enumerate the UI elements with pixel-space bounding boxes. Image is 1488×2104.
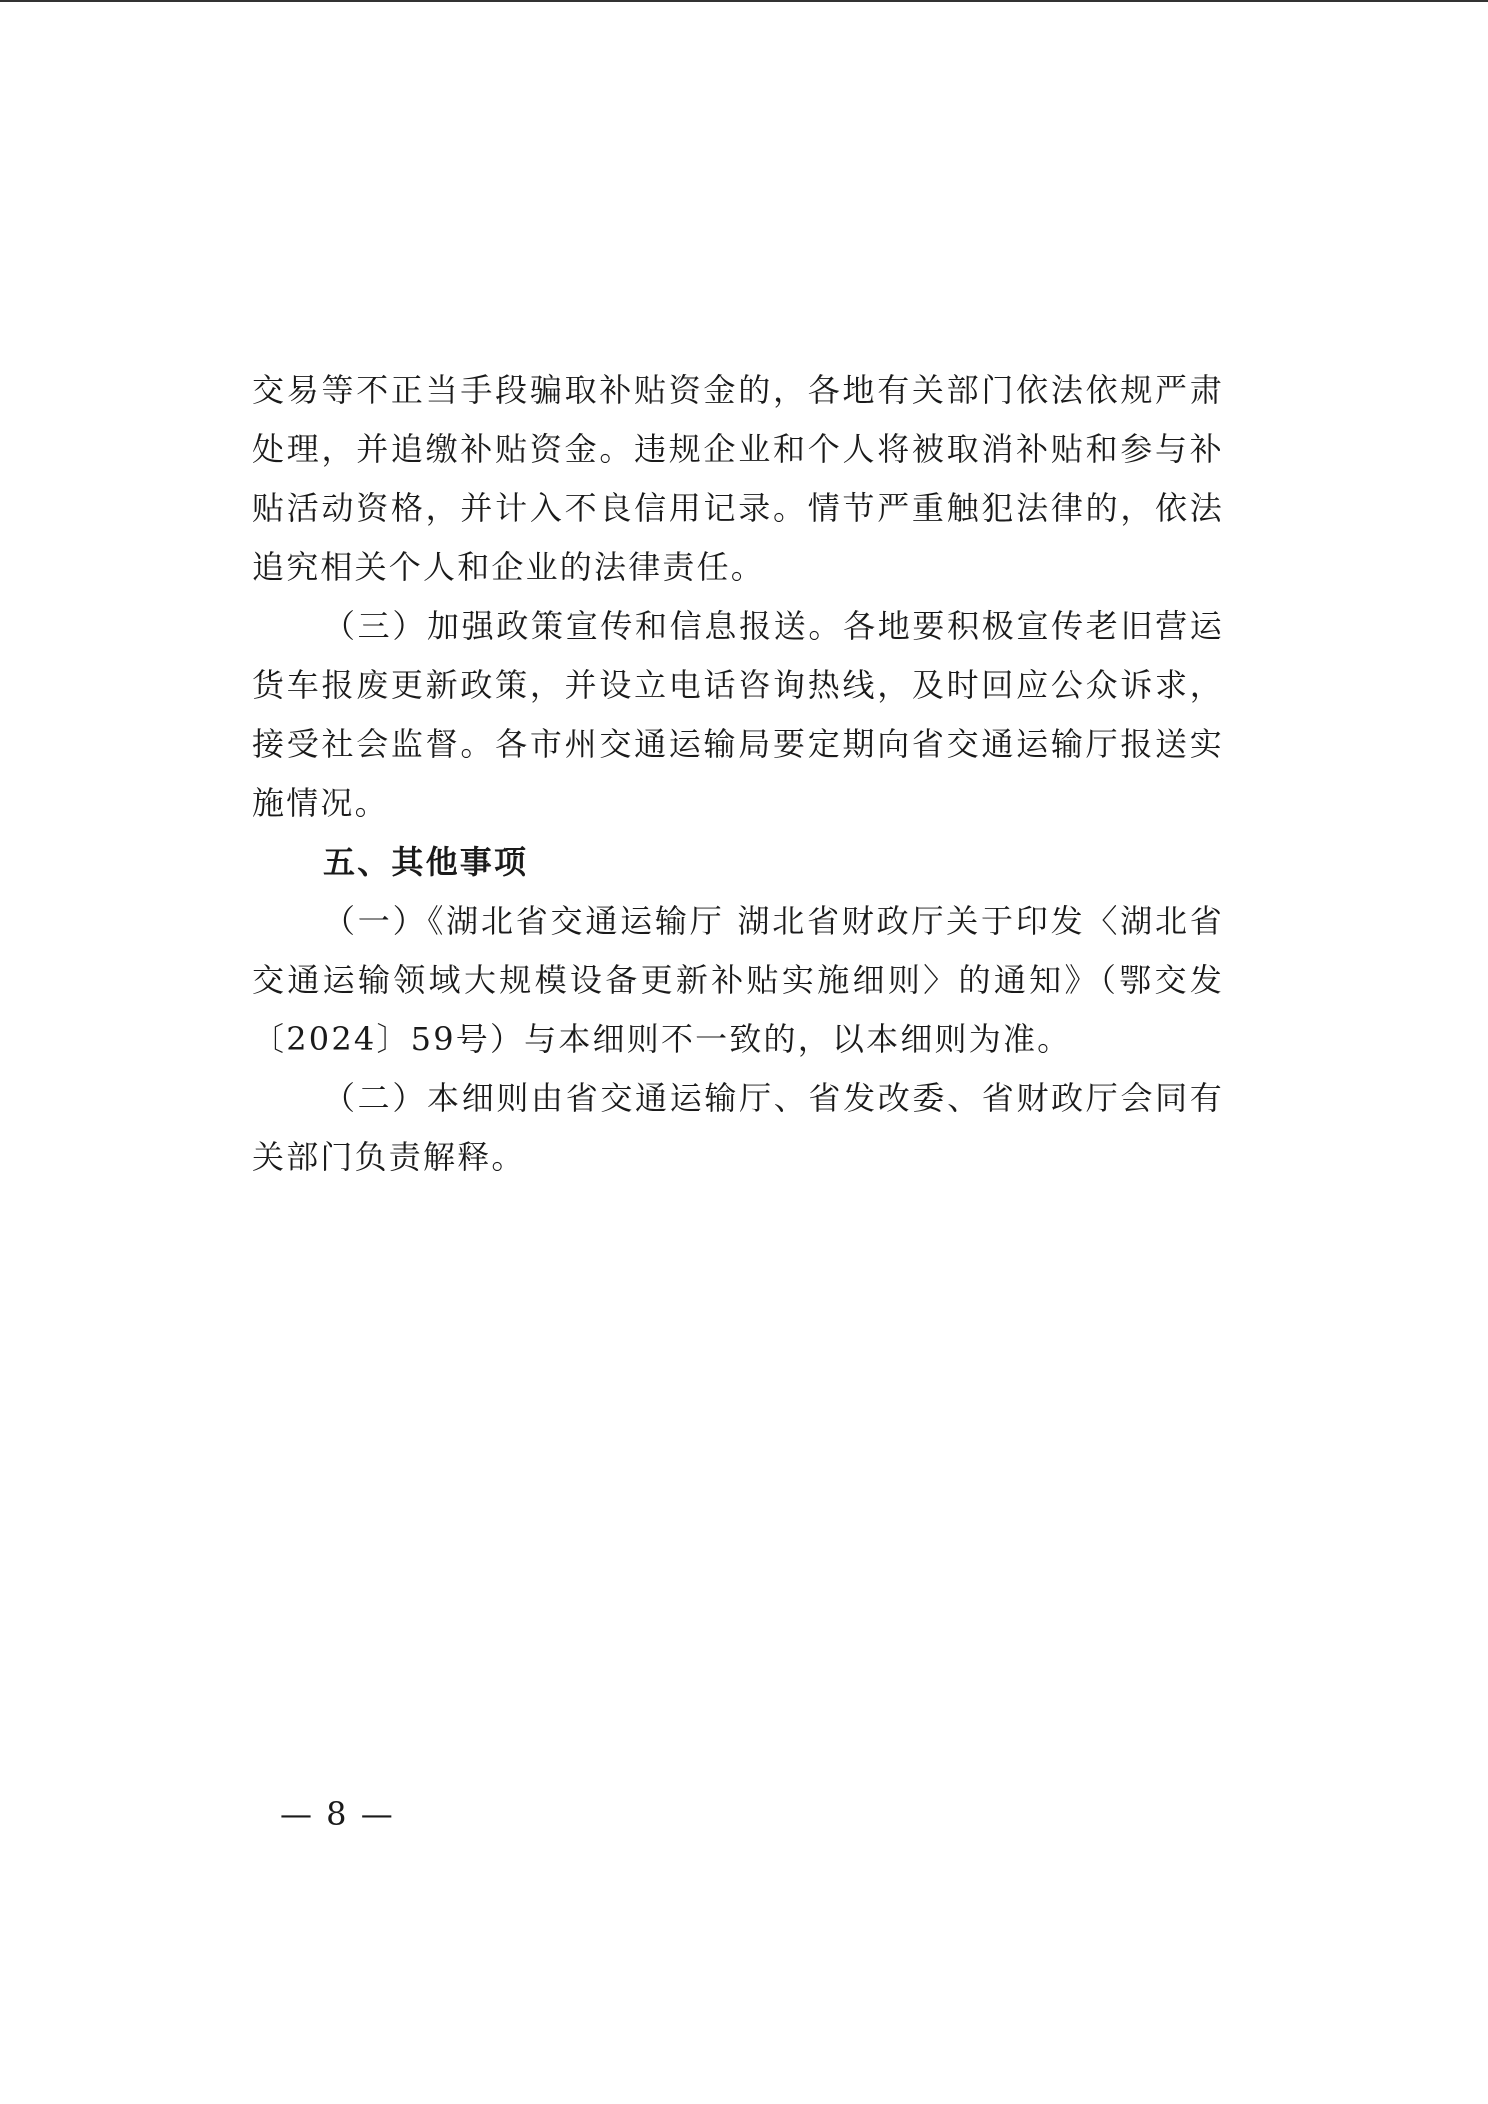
page-top-border [0,0,1488,2]
page-number: — 8 — [280,1795,395,1833]
paragraph-penalty-continuation: 交易等不正当手段骗取补贴资金的，各地有关部门依法依规严肃处理，并追缴补贴资金。违规企业和个人将被取消补贴和参与补贴活动资格，并计入不良信用记录。情节严重触犯法律的，依法追究相关个人和企业的法律责任。 [252,371,1224,586]
document-body [252,361,1224,1187]
paragraph-policy-publicity: （三）加强政策宣传和信息报送。各地要积极宣传老旧营运货车报废更新政策，并设立电话咨询热线，及时回应公众诉求，接受社会监督。各市州交通运输局要定期向省交通运输厅报送实施情况。 [252,607,1224,822]
section-heading-other-matters: 五、其他事项 [323,843,529,881]
paragraph-other-item-1: （一）《湖北省交通运输厅 湖北省财政厅关于印发〈湖北省交通运输领域大规模设备更新补贴实施细则〉的通知》（鄂交发〔2024〕59号）与本细则不一致的，以本细则为准。 [252,902,1224,1058]
paragraph-other-item-2: （二）本细则由省交通运输厅、省发改委、省财政厅会同有关部门负责解释。 [252,1079,1224,1176]
